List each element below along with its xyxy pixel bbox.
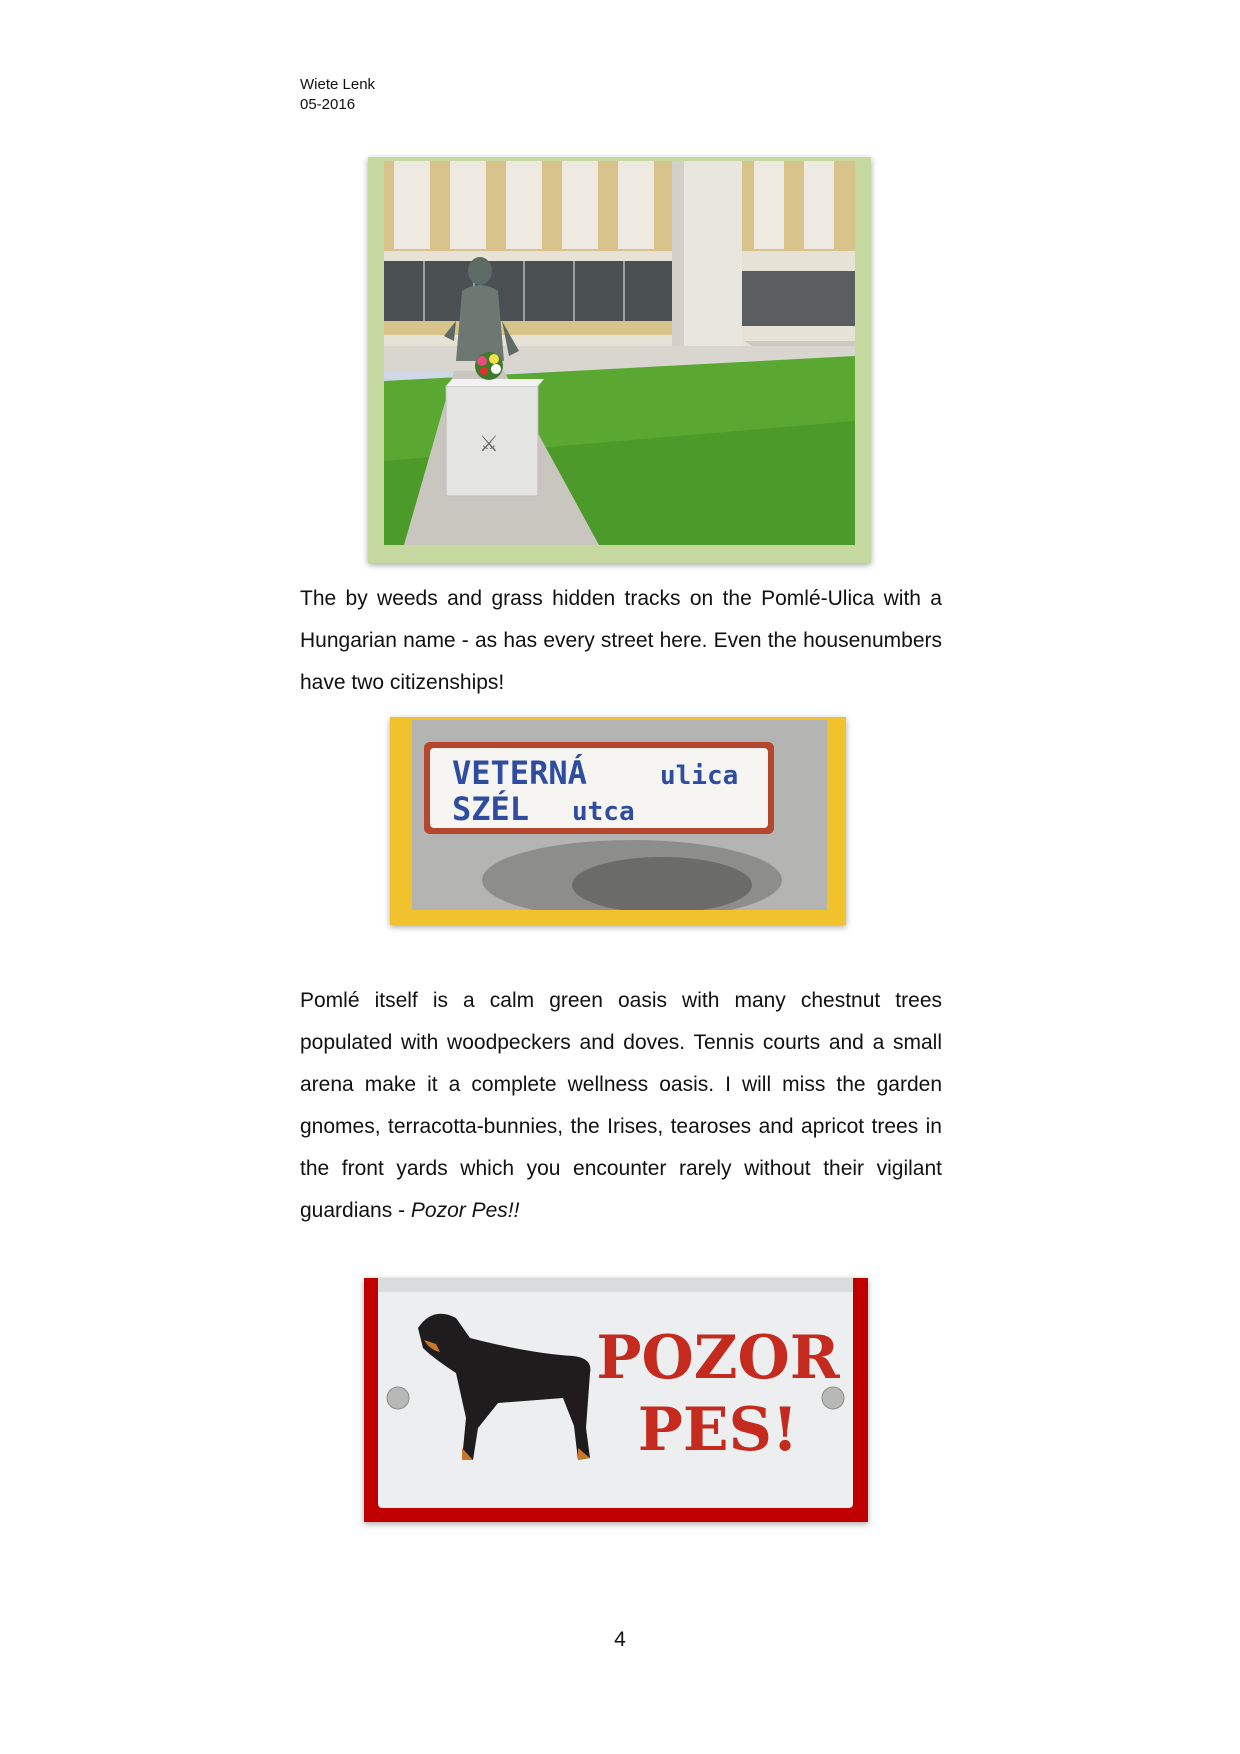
page-header	[300, 75, 375, 115]
svg-text:⚔: ⚔	[479, 432, 499, 457]
sign-line1-sub: ulica	[660, 761, 739, 791]
sign-line1-main: VETERNÁ	[452, 754, 587, 792]
sign-line2-main: SZÉL	[452, 790, 530, 828]
sign-line2-sub: utca	[572, 797, 635, 827]
sign-pes: PES!	[637, 1395, 799, 1465]
paragraph-pomle	[300, 980, 942, 1232]
statue-photo	[368, 157, 871, 563]
page-number: 4	[614, 1628, 626, 1651]
paragraph-tracks: The by weeds and grass hidden tracks on the Pomlé-Ulica with a Hungarian name - as has every street here. Even the housenumbers have two citizenships!	[300, 587, 942, 694]
author-name: Wiete Lenk	[300, 76, 376, 93]
dog-warning-photo	[364, 1278, 868, 1522]
sign-pozor: POZOR	[596, 1323, 840, 1393]
street-sign-photo	[390, 717, 846, 925]
pozor-pes-emphasis: Pozor Pes!!	[410, 1199, 520, 1222]
header-date: 05-2016	[300, 96, 356, 113]
paragraph-pomle-text: Pomlé itself is a calm green oasis with many chestnut trees populated with woodpeckers and doves. Tennis courts and a small arena make it a complete wellness oasis. I will miss the garden gnomes, terracotta-bunnies, the Irises, tearoses and apricot trees in the front yards which you encounter rarely without their vigilant guardians -	[300, 989, 942, 1222]
